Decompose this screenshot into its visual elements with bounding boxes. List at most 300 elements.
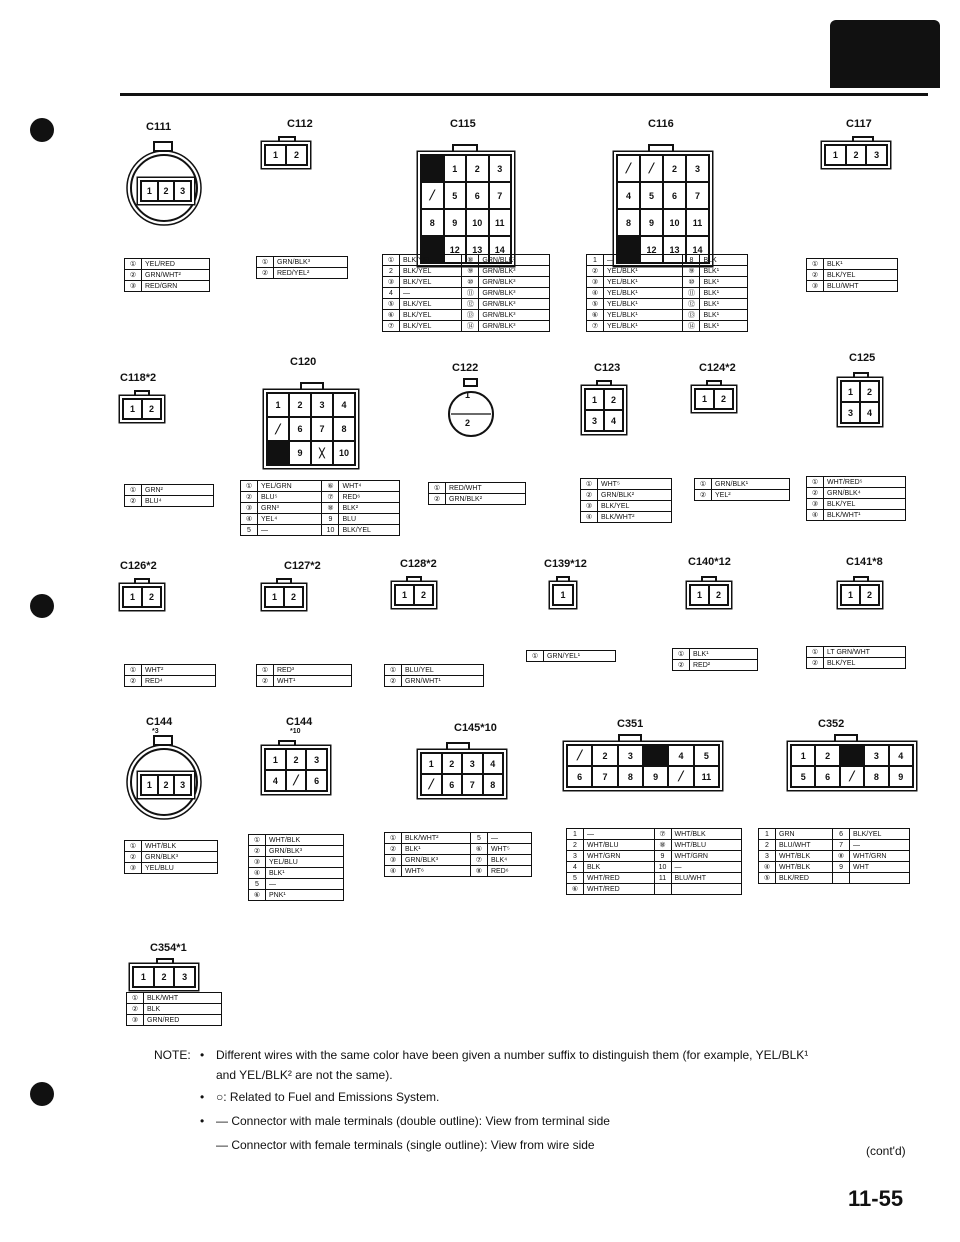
connector-title-c115: C115 — [450, 118, 476, 130]
pin: 4 — [266, 771, 285, 790]
table-row: ③ BLU/WHT — [807, 281, 898, 292]
pin: 6 — [816, 767, 838, 786]
table-row: ② GRN/BLK³ — [125, 852, 218, 863]
connector-title-c354: C354*1 — [150, 942, 187, 954]
table-row: 2 BLU/WHT 7 — — [759, 840, 910, 851]
table-row: ⑤ YEL/BLK¹ ⑫ BLK¹ — [587, 299, 748, 310]
table-row: ② YEL/BLK¹ ⑨ BLK¹ — [587, 266, 748, 277]
connector-tab — [300, 382, 324, 392]
note-text: ○: Related to Fuel and Emissions System. — [216, 1090, 440, 1104]
connector-title-c120: C120 — [290, 356, 317, 368]
connector-title-c116: C116 — [648, 118, 674, 130]
pin: 9 — [641, 210, 662, 235]
pin-grid-c127 — [264, 586, 304, 608]
pin: 2 — [143, 588, 160, 606]
table-row: ② BLK/YEL — [807, 658, 906, 669]
pin: 6 — [290, 418, 310, 440]
pin-grid-c139 — [552, 584, 574, 606]
pin: 1 — [124, 400, 141, 418]
pin: 1 — [266, 588, 283, 606]
pin-grid-c144-b — [264, 748, 328, 792]
pin: 3 — [463, 754, 482, 773]
pin-grid-c118 — [122, 398, 162, 420]
connector-tab — [452, 144, 478, 154]
table-row: ② RED/YEL² — [257, 268, 348, 279]
connector-tab — [853, 576, 869, 584]
pin: 2 — [710, 586, 727, 604]
table-row: ④ YEL⁴ 9 BLU — [241, 514, 400, 525]
table-row: ② GRN/BLK⁴ — [807, 488, 906, 499]
pin: 4 — [334, 394, 354, 416]
wire-table-c111 — [124, 258, 210, 292]
pin: 1 — [422, 754, 441, 773]
wire-table-c116 — [586, 254, 748, 332]
pin: 13 — [467, 237, 488, 262]
pin: 10 — [467, 210, 488, 235]
table-row: ① WHT² — [125, 665, 216, 676]
connector-tab — [618, 734, 642, 744]
pin-grid-c116 — [616, 154, 710, 264]
table-row: ③ GRN/BLK³ ⑦ BLK⁴ — [385, 855, 532, 866]
pin: 1 — [124, 588, 141, 606]
pin-grid-c111 — [140, 180, 192, 202]
pin: 1 — [142, 182, 157, 200]
pin: 7 — [463, 775, 482, 794]
pin: 3 — [687, 156, 708, 181]
table-row: ④ YEL/BLK¹ ⑪ BLK¹ — [587, 288, 748, 299]
pin: 1 — [134, 968, 153, 986]
pin: 1 — [266, 146, 285, 164]
pin: 1 — [792, 746, 814, 765]
table-row: ⑥ YEL/BLK¹ ⑬ BLK¹ — [587, 310, 748, 321]
wire-table-c144-a — [124, 840, 218, 874]
pin: 2 — [467, 156, 488, 181]
connector-tab — [406, 576, 422, 584]
pin-grid-c351 — [566, 744, 720, 788]
pin: 5 — [445, 183, 466, 208]
pin: 2 — [287, 146, 306, 164]
pin-diag: ╱ — [268, 418, 288, 440]
pin: 14 — [490, 237, 511, 262]
pin: 3 — [619, 746, 642, 765]
table-row: ⑦ YEL/BLK¹ ⑭ BLK¹ — [587, 321, 748, 332]
pin: 9 — [644, 767, 667, 786]
pin-grid-c124 — [694, 388, 734, 410]
table-row: ⑥ WHT/RED — [567, 884, 742, 895]
wire-table-c352 — [758, 828, 910, 884]
table-row: ② BLU⁵ ⑦ RED⁶ — [241, 492, 400, 503]
pin: 10 — [664, 210, 685, 235]
pin: 6 — [664, 183, 685, 208]
wire-table-c354 — [126, 992, 222, 1026]
table-row: ③ BLK/YEL — [807, 499, 906, 510]
pin: 9 — [445, 210, 466, 235]
connector-title-c145: C145*10 — [454, 722, 497, 734]
pin: 8 — [484, 775, 503, 794]
table-row: ② GRN/WHT² — [125, 270, 210, 281]
table-row: ① WHT/BLK — [249, 835, 344, 846]
wire-table-c125 — [806, 476, 906, 521]
connector-tab — [276, 578, 292, 586]
note-bullet: • — [200, 1090, 205, 1104]
connector-title-c126: C126*2 — [120, 560, 157, 572]
connector-title-c117: C117 — [846, 118, 872, 130]
pin: 8 — [618, 210, 639, 235]
pin-diag: ╱ — [641, 156, 662, 181]
pin: 2 — [443, 754, 462, 773]
pin-grid-c117 — [824, 144, 888, 166]
pin: 9 — [890, 767, 912, 786]
pin: 9 — [290, 442, 310, 464]
connector-tab — [278, 740, 296, 748]
pin: 2 — [159, 182, 174, 200]
pin: 6 — [307, 771, 326, 790]
table-row: ③ YEL/BLK¹ ⑩ BLK¹ — [587, 277, 748, 288]
pin: 4 — [669, 746, 692, 765]
pin: 4 — [618, 183, 639, 208]
connector-tab — [156, 958, 174, 966]
pin: 7 — [490, 183, 511, 208]
connector-tab — [834, 734, 858, 744]
pin-blank — [422, 156, 443, 181]
continued-label: (cont'd) — [866, 1144, 906, 1158]
wire-table-c145 — [384, 832, 532, 877]
connector-title-c123: C123 — [594, 362, 621, 374]
table-row: ① YEL/RED — [125, 259, 210, 270]
table-row: 5 — — [249, 879, 344, 890]
pin: 1 — [142, 776, 157, 794]
table-row: ⑦ BLK/YEL ⑭ GRN/BLK³ — [383, 321, 550, 332]
wire-table-c118 — [124, 484, 214, 507]
black-dot-bullet-icon — [30, 118, 54, 142]
pin: 3 — [312, 394, 332, 416]
pin: 1 — [465, 390, 471, 400]
wire-table-c139 — [526, 650, 616, 662]
pin-diag: ╱ — [287, 771, 306, 790]
connector-title-c118: C118*2 — [120, 372, 157, 384]
pin: 1 — [842, 586, 859, 604]
pin: 12 — [641, 237, 662, 262]
table-row: ① BLK/YEL ⑧ GRN/BLK³ — [383, 255, 550, 266]
wire-table-c141 — [806, 646, 906, 669]
table-row: ③ YEL/BLU — [249, 857, 344, 868]
table-row: ① GRN/BLK¹ — [695, 479, 790, 490]
note-text: and YEL/BLK² are not the same). — [216, 1068, 393, 1082]
pin: 13 — [664, 237, 685, 262]
connector-title-c112: C112 — [287, 118, 313, 130]
wire-table-c128 — [384, 664, 484, 687]
pin-diag: ╱ — [422, 775, 441, 794]
wire-table-c112 — [256, 256, 348, 279]
wire-table-c351 — [566, 828, 742, 895]
table-row: ① GRN/BLK³ — [257, 257, 348, 268]
table-row: ③ GRN³ ⑧ BLK² — [241, 503, 400, 514]
pin: 7 — [687, 183, 708, 208]
note-label: NOTE: — [154, 1048, 191, 1062]
table-row: ① BLK/WHT — [127, 993, 222, 1004]
pin-grid-c145 — [420, 752, 504, 796]
table-row: 4 BLK 10 — — [567, 862, 742, 873]
table-row: 5 WHT/RED 11 BLU/WHT — [567, 873, 742, 884]
pin: 1 — [266, 750, 285, 769]
connector-title-c144-a: C144 — [146, 716, 173, 728]
pin: 3 — [586, 411, 603, 430]
note-bullet: • — [200, 1048, 205, 1062]
connector-title-c125: C125 — [849, 352, 876, 364]
table-row: ① BLU/YEL — [385, 665, 484, 676]
pin-grid-c141 — [840, 584, 880, 606]
connector-tab — [853, 372, 869, 380]
wire-table-c122 — [428, 482, 526, 505]
connector-tab — [134, 578, 150, 586]
pin: 1 — [268, 394, 288, 416]
pin: 8 — [334, 418, 354, 440]
table-row: ② GRN/WHT¹ — [385, 676, 484, 687]
pin: 2 — [816, 746, 838, 765]
connector-tab — [648, 144, 674, 154]
connector-tab — [446, 742, 470, 752]
table-row: ① WHT⁵ — [581, 479, 672, 490]
pin: 2 — [159, 776, 174, 794]
page-number: 11-55 — [848, 1186, 904, 1211]
pin-grid-c140 — [689, 584, 729, 606]
table-row: ① WHT/RED⁵ — [807, 477, 906, 488]
connector-subtitle-c144-a: *3 — [152, 728, 159, 735]
connector-tab — [596, 380, 612, 388]
table-row: ② RED² — [673, 660, 758, 671]
table-row: ④ BLK¹ — [249, 868, 344, 879]
pin: 3 — [842, 403, 859, 422]
wire-table-c144-b — [248, 834, 344, 901]
pin: 2 — [605, 390, 622, 409]
connector-title-c139: C139*12 — [544, 558, 587, 570]
pin: 14 — [687, 237, 708, 262]
pin: 1 — [445, 156, 466, 181]
pin: 1 — [554, 586, 572, 604]
black-dot-bullet-icon — [30, 1082, 54, 1106]
wire-table-c120 — [240, 480, 400, 536]
table-row: 1 — ⑦ WHT/BLK — [567, 829, 742, 840]
pin: 2 — [861, 382, 878, 401]
pin: 2 — [715, 390, 732, 408]
pin-grid-c112 — [264, 144, 308, 166]
pin: 11 — [695, 767, 718, 786]
wire-table-c127 — [256, 664, 352, 687]
pin: 2 — [415, 586, 432, 604]
table-row: ② YEL² — [695, 490, 790, 501]
pin: 4 — [861, 403, 878, 422]
connector-tab — [278, 136, 296, 144]
table-row: ③ BLK/YEL ⑩ GRN/BLK³ — [383, 277, 550, 288]
pin: 3 — [175, 776, 190, 794]
pin-grid-c120 — [266, 392, 356, 466]
connector-face-c122 — [446, 378, 496, 442]
table-row: ① RED³ — [257, 665, 352, 676]
table-row: ② BLK/YEL — [807, 270, 898, 281]
connector-title-c141: C141*8 — [846, 556, 883, 568]
table-row: ② WHT¹ — [257, 676, 352, 687]
pin-grid-c126 — [122, 586, 162, 608]
connector-title-c128: C128*2 — [400, 558, 437, 570]
pin-diag: ╱ — [841, 767, 863, 786]
pin: 1 — [396, 586, 413, 604]
table-row: 4 — ⑪ GRN/BLK³ — [383, 288, 550, 299]
connector-tab — [556, 576, 570, 584]
table-row: ① YEL/GRN ⑥ WHT⁴ — [241, 481, 400, 492]
pin: 1 — [586, 390, 603, 409]
pin: 3 — [175, 968, 194, 986]
pin: 3 — [867, 146, 886, 164]
header-rule — [120, 93, 928, 96]
pin-diag: ╱ — [568, 746, 591, 765]
pin-grid-c123 — [584, 388, 624, 432]
pin: 3 — [865, 746, 887, 765]
connector-subtitle-c144-b: *10 — [290, 728, 301, 735]
connector-title-c140: C140*12 — [688, 556, 731, 568]
connector-title-c124: C124*2 — [699, 362, 736, 374]
pin: 4 — [890, 746, 912, 765]
wire-table-c117 — [806, 258, 898, 292]
table-row: ② BLU⁴ — [125, 496, 214, 507]
pin: 7 — [312, 418, 332, 440]
table-row: ③ YEL/BLU — [125, 863, 218, 874]
table-row: ⑤ BLK/YEL ⑫ GRN/BLK³ — [383, 299, 550, 310]
pin: 10 — [334, 442, 354, 464]
connector-title-c122: C122 — [452, 362, 479, 374]
pin: 1 — [691, 586, 708, 604]
pin: 5 — [695, 746, 718, 765]
connector-tab — [701, 576, 717, 584]
table-row: 1 — 8 BLK — [587, 255, 748, 266]
pin: 2 — [287, 750, 306, 769]
table-row: ② GRN/BLK³ — [249, 846, 344, 857]
table-row: 3 WHT/GRN 9 WHT/GRN — [567, 851, 742, 862]
pin: 6 — [443, 775, 462, 794]
pin: 8 — [865, 767, 887, 786]
pin-diag: ╱ — [618, 156, 639, 181]
connector-title-c144-b: C144 — [286, 716, 313, 728]
table-row: ③ BLK/YEL — [581, 501, 672, 512]
table-row: ③ RED/GRN — [125, 281, 210, 292]
pin-grid-c354 — [132, 966, 196, 988]
table-row: ① BLK¹ — [807, 259, 898, 270]
table-row: ① LT GRN/WHT — [807, 647, 906, 658]
wire-table-c123 — [580, 478, 672, 523]
connector-title-c127: C127*2 — [284, 560, 321, 572]
table-row: ① RED/WHT — [429, 483, 526, 494]
table-row: ① WHT/BLK — [125, 841, 218, 852]
pin-blank — [644, 746, 667, 765]
pin: 2 — [290, 394, 310, 416]
pin: 2 — [861, 586, 878, 604]
table-row: ① BLK¹ — [673, 649, 758, 660]
table-row: 3 WHT/BLK ⑧ WHT/GRN — [759, 851, 910, 862]
pin: 2 — [465, 418, 471, 428]
pin: 7 — [593, 767, 616, 786]
connector-title-c111: C111 — [146, 121, 172, 133]
pin-grid-c115 — [420, 154, 512, 264]
pin: 8 — [619, 767, 642, 786]
pin: 5 — [641, 183, 662, 208]
table-row: ② GRN/BLK² — [429, 494, 526, 505]
table-row: ④ WHT/BLK 9 WHT — [759, 862, 910, 873]
connector-title-c351: C351 — [617, 718, 644, 730]
wire-table-c115 — [382, 254, 550, 332]
note-text: — Connector with female terminals (single outline): View from wire side — [216, 1138, 595, 1152]
connector-title-c352: C352 — [818, 718, 845, 730]
connector-tab — [852, 136, 874, 144]
pin: 11 — [490, 210, 511, 235]
table-row: ⑥ BLK/YEL ⑬ GRN/BLK³ — [383, 310, 550, 321]
pin: 11 — [687, 210, 708, 235]
pin: 8 — [422, 210, 443, 235]
table-row: ⑥ PNK¹ — [249, 890, 344, 901]
table-row: ① BLK/WHT² 5 — — [385, 833, 532, 844]
table-row: 2 BLK/YEL ⑨ GRN/BLK³ — [383, 266, 550, 277]
engine-logo-icon — [830, 20, 940, 88]
pin: 3 — [490, 156, 511, 181]
pin-blank — [268, 442, 288, 464]
pin: 12 — [445, 237, 466, 262]
table-row: ② RED⁴ — [125, 676, 216, 687]
table-row: ② BLK — [127, 1004, 222, 1015]
pin-cross: ╳ — [312, 442, 332, 464]
table-row: ④ BLK/WHT² — [581, 512, 672, 523]
pin: 2 — [143, 400, 160, 418]
pin: 2 — [847, 146, 866, 164]
table-row: ① GRN² — [125, 485, 214, 496]
pin: 5 — [792, 767, 814, 786]
pin-diag: ╱ — [669, 767, 692, 786]
pin: 3 — [175, 182, 190, 200]
pin-grid-c128 — [394, 584, 434, 606]
pin: 6 — [568, 767, 591, 786]
table-row: ⑤ BLK/RED — [759, 873, 910, 884]
pin: 2 — [285, 588, 302, 606]
pin: 2 — [593, 746, 616, 765]
note-text: Different wires with the same color have been given a number suffix to distinguish them (for example, YEL/BLK¹ — [216, 1048, 809, 1062]
table-row: 5 — 10 BLK/YEL — [241, 525, 400, 536]
pin-grid-c125 — [840, 380, 880, 424]
wire-table-c124 — [694, 478, 790, 501]
pin-blank — [841, 746, 863, 765]
pin: 2 — [155, 968, 174, 986]
pin: 6 — [467, 183, 488, 208]
pin-grid-c144-a — [140, 774, 192, 796]
pin-diag: ╱ — [422, 183, 443, 208]
table-row: ④ BLK/WHT¹ — [807, 510, 906, 521]
pin-grid-c352 — [790, 744, 914, 788]
pin: 1 — [696, 390, 713, 408]
note-text: — Connector with male terminals (double outline): View from terminal side — [216, 1114, 610, 1128]
black-dot-bullet-icon — [30, 594, 54, 618]
table-row: ② BLK¹ ⑥ WHT⁵ — [385, 844, 532, 855]
pin: 3 — [307, 750, 326, 769]
table-row: ① GRN/YEL¹ — [527, 651, 616, 662]
pin: 1 — [842, 382, 859, 401]
table-row: 2 WHT/BLU ⑧ WHT/BLU — [567, 840, 742, 851]
connector-tab — [706, 380, 722, 388]
pin: 1 — [826, 146, 845, 164]
table-row: ④ WHT⁶ ⑧ RED⁶ — [385, 866, 532, 877]
table-row: ② GRN/BLK² — [581, 490, 672, 501]
pin: 4 — [484, 754, 503, 773]
connector-tab — [134, 390, 150, 398]
table-row: 1 GRN 6 BLK/YEL — [759, 829, 910, 840]
wire-table-c140 — [672, 648, 758, 671]
table-row: ③ GRN/RED — [127, 1015, 222, 1026]
wire-table-c126 — [124, 664, 216, 687]
